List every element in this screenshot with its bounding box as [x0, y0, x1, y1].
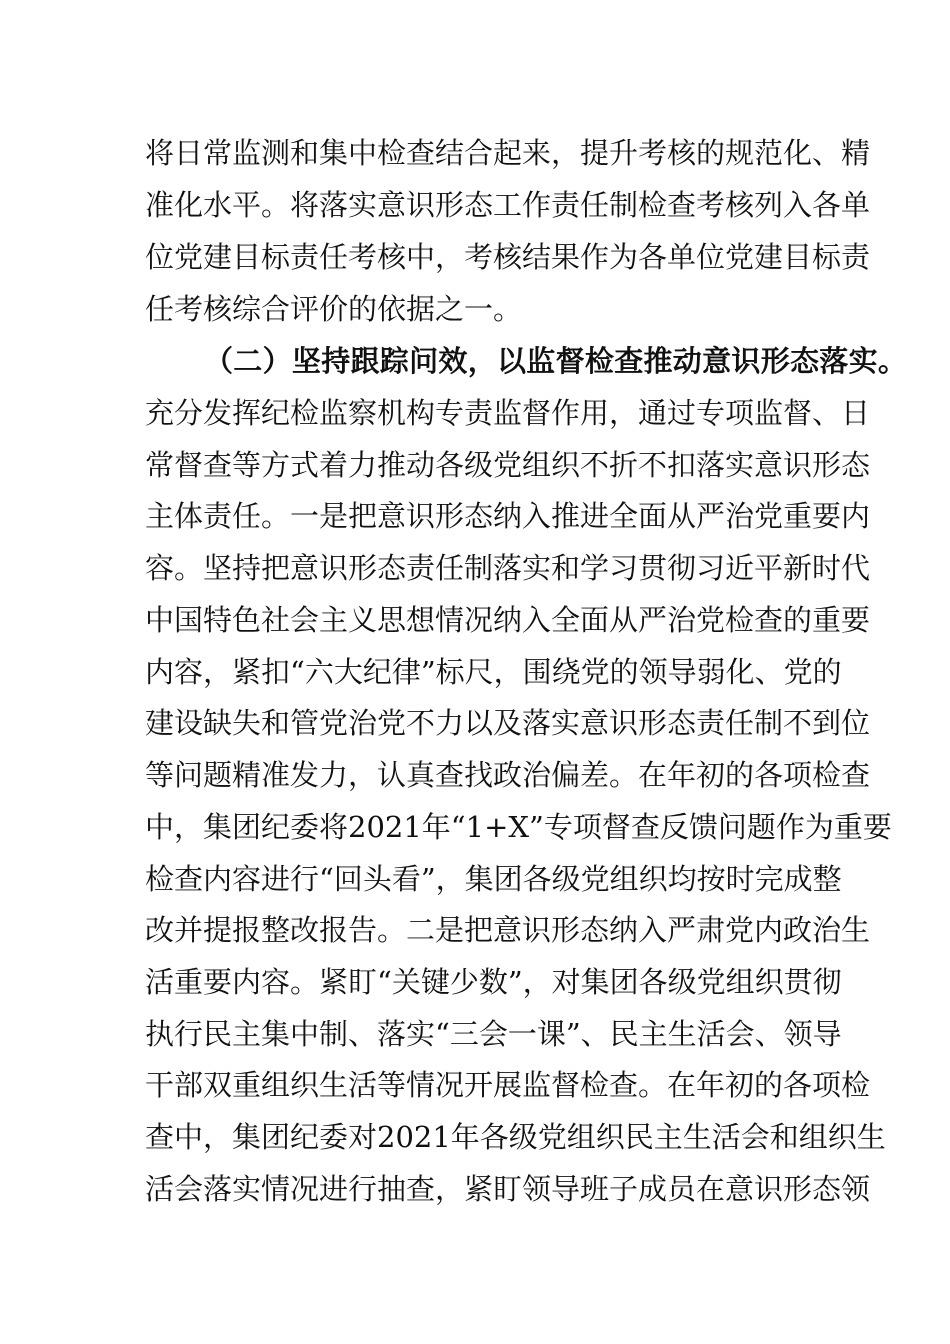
paragraph-2-line-9: 中，集团纪委将2021年“1+X”专项督查反馈问题作为重要	[145, 810, 892, 844]
paragraph-2-line-14: 干部双重组织生活等情况开展监督检查。在年初的各项检	[145, 1068, 871, 1102]
paragraph-2-line-2: 常督查等方式着力推动各级党组织不折不扣落实意识形态	[145, 448, 871, 482]
paragraph-2-line-12: 活重要内容。紧盯“关键少数”，对集团各级党组织贯彻	[145, 965, 842, 999]
paragraph-1-line-4: 任考核综合评价的依据之一。	[145, 292, 523, 326]
paragraph-2-line-6: 内容，紧扣“六大纪律”标尺，围绕党的领导弱化、党的	[145, 655, 842, 689]
paragraph-2-line-15: 查中，集团纪委对2021年各级党组织民主生活会和组织生	[145, 1120, 886, 1154]
paragraph-2-line-13: 执行民主集中制、落实“三会一课”、民主生活会、领导	[145, 1017, 842, 1051]
paragraph-2-line-11: 改并提报整改报告。二是把意识形态纳入严肃党内政治生	[145, 913, 871, 947]
paragraph-2-line-4: 容。坚持把意识形态责任制落实和学习贯彻习近平新时代	[145, 551, 871, 585]
paragraph-2-line-16: 活会落实情况进行抽查，紧盯领导班子成员在意识形态领	[145, 1172, 871, 1206]
paragraph-2-line-7: 建设缺失和管党治党不力以及落实意识形态责任制不到位	[145, 706, 871, 740]
paragraph-2-line-10: 检查内容进行“回头看”，集团各级党组织均按时完成整	[145, 862, 842, 896]
paragraph-2-line-1: 充分发挥纪检监察机构专责监督作用，通过专项监督、日	[145, 396, 871, 430]
paragraph-2-line-5: 中国特色社会主义思想情况纳入全面从严治党检查的重要	[145, 603, 871, 637]
paragraph-1-line-2: 准化水平。将落实意识形态工作责任制检查考核列入各单	[145, 188, 871, 222]
paragraph-2-line-8: 等问题精准发力，认真查找政治偏差。在年初的各项检查	[145, 758, 871, 792]
paragraph-2-line-3: 主体责任。一是把意识形态纳入推进全面从严治党重要内	[145, 499, 871, 533]
section-heading: （二）坚持跟踪问效，以监督检查推动意识形态落实。	[204, 344, 908, 378]
paragraph-1-line-3: 位党建目标责任考核中，考核结果作为各单位党建目标责	[145, 240, 871, 274]
paragraph-1-line-1: 将日常监测和集中检查结合起来，提升考核的规范化、精	[145, 136, 871, 170]
